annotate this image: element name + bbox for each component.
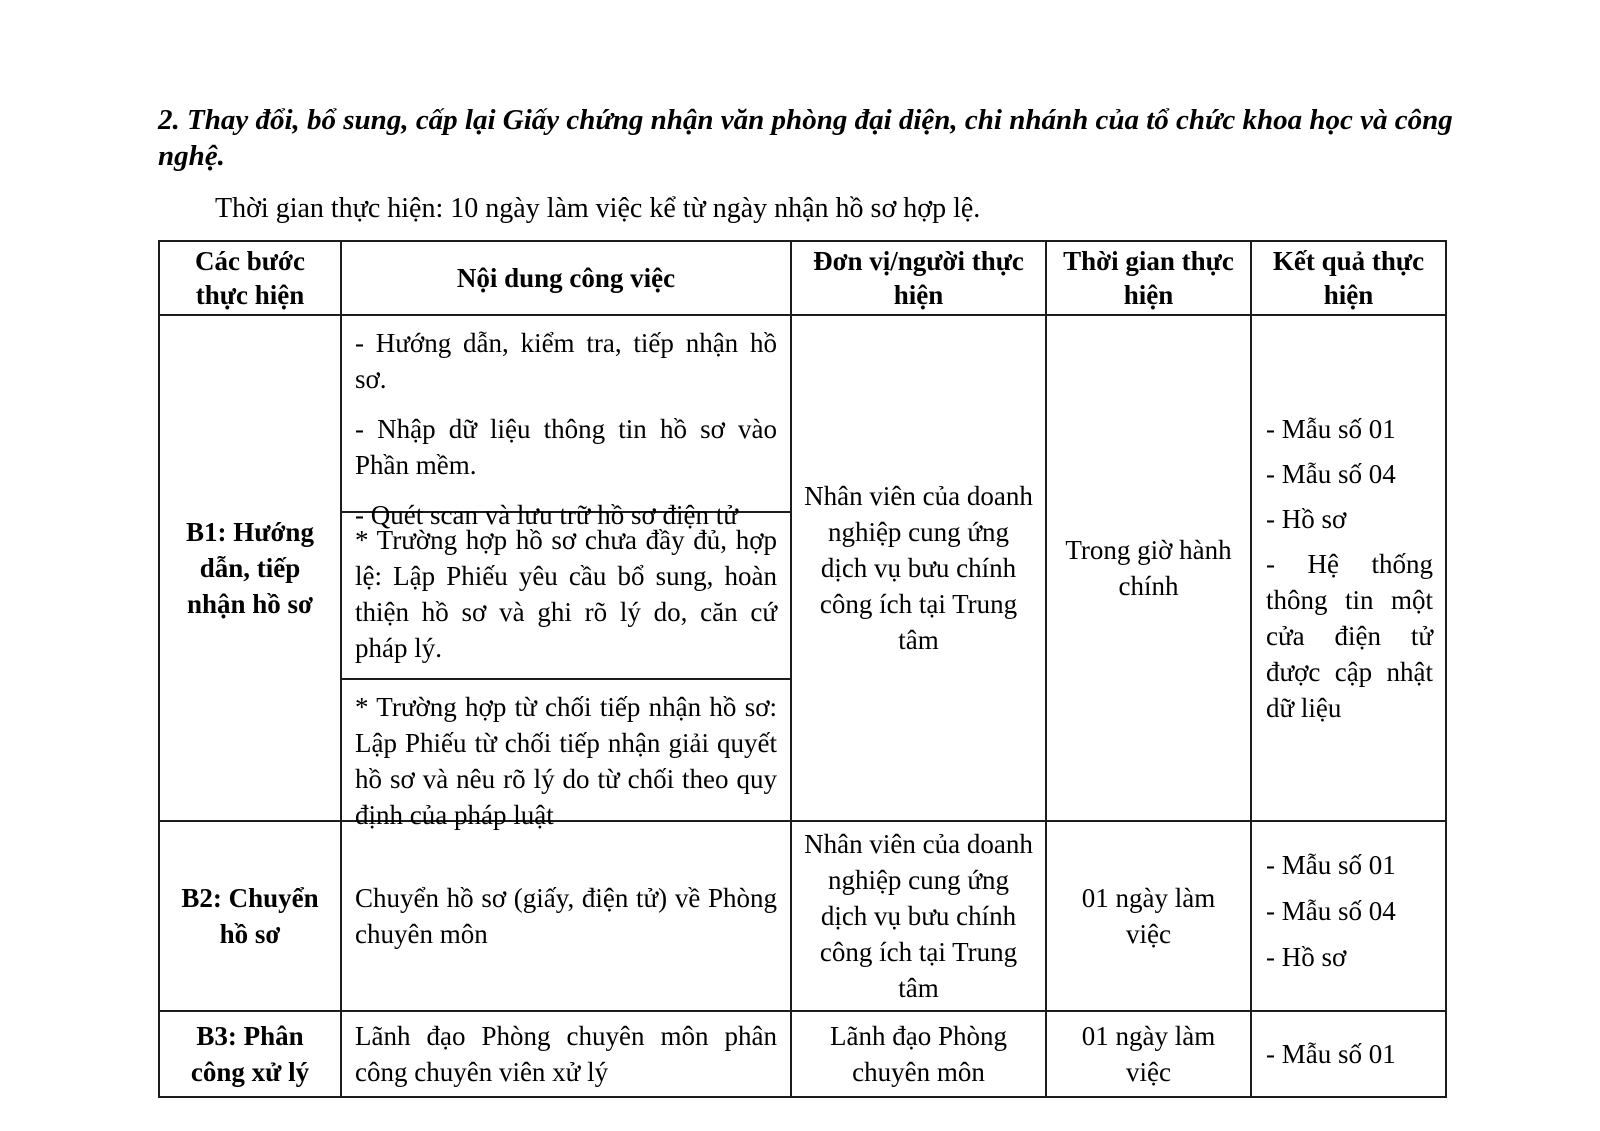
content-part-incomplete-case [342,511,790,678]
header-time: Thời gian thực hiện [1046,241,1251,315]
content-paragraph: - Nhập dữ liệu thông tin hồ sơ vào Phần mềm. [355,414,777,481]
content-paragraph: * Trường hợp từ chối tiếp nhận hồ sơ: Lập Phiếu từ chối tiếp nhận giải quyết hồ sơ và nêu rõ lý do từ chối theo quy định của pháp luật [355,692,777,831]
result-cell-b1 [1251,315,1446,821]
content-cell-b1 [341,315,791,831]
table-row-b1 [159,315,1446,821]
result-item: - Mẫu số 01 [1266,850,1396,881]
content-cell-b2: Chuyển hồ sơ (giấy, điện tử) về Phòng chuyên môn [341,821,791,1011]
header-steps: Các bước thực hiện [159,241,341,315]
unit-cell-b1: Nhân viên của doanh nghiệp cung ứng dịch vụ bưu chính công ích tại Trung tâm [791,315,1046,821]
time-cell-b3: 01 ngày làm việc [1046,1011,1251,1097]
page-title: 2. Thay đổi, bổ sung, cấp lại Giấy chứng nhận văn phòng đại diện, chi nhánh của tổ chức khoa học và công nghệ. [158,104,1453,173]
content-paragraph: - Hướng dẫn, kiểm tra, tiếp nhận hồ sơ. [355,328,777,395]
content-paragraph: * Trường hợp hồ sơ chưa đầy đủ, hợp lệ: Lập Phiếu yêu cầu bổ sung, hoàn thiện hồ sơ và ghi rõ lý do, căn cứ pháp lý. [355,525,777,664]
step-label-b3: B3: Phân công xử lý [159,1011,341,1097]
table-row-b2 [159,821,1446,1011]
result-item: - Hồ sơ [1266,942,1347,973]
result-item: - Mẫu số 01 [1266,1039,1396,1070]
result-cell-b3 [1251,1011,1446,1097]
step-label-b2: B2: Chuyển hồ sơ [159,821,341,1011]
page-subtitle: Thời gian thực hiện: 10 ngày làm việc kể từ ngày nhận hồ sơ hợp lệ. [215,192,981,224]
content-paragraph: - Quét scan và lưu trữ hồ sơ điện tử [355,500,738,531]
result-item: - Hồ sơ [1266,503,1347,534]
result-item: - Mẫu số 04 [1266,458,1396,489]
header-work-content: Nội dung công việc [341,241,791,315]
header-unit-person: Đơn vị/người thực hiện [791,241,1046,315]
time-cell-b2: 01 ngày làm việc [1046,821,1251,1011]
procedure-table [158,240,1447,1098]
table-header-row [159,241,1446,315]
table-row-b3 [159,1011,1446,1097]
result-item: - Mẫu số 01 [1266,413,1396,444]
step-label-b1: B1: Hướng dẫn, tiếp nhận hồ sơ [159,315,341,821]
time-cell-b1: Trong giờ hành chính [1046,315,1251,821]
content-cell-b3: Lãnh đạo Phòng chuyên môn phân công chuyên viên xử lý [341,1011,791,1097]
result-item: - Hệ thống thông tin một cửa điện tử được cập nhật dữ liệu [1266,548,1433,723]
content-part-receive [342,316,790,531]
unit-cell-b3: Lãnh đạo Phòng chuyên môn [791,1011,1046,1097]
unit-cell-b2: Nhân viên của doanh nghiệp cung ứng dịch vụ bưu chính công ích tại Trung tâm [791,821,1046,1011]
result-item: - Mẫu số 04 [1266,896,1396,927]
content-part-refusal-case [342,678,790,831]
result-cell-b2 [1251,821,1446,1011]
header-result: Kết quả thực hiện [1251,241,1446,315]
